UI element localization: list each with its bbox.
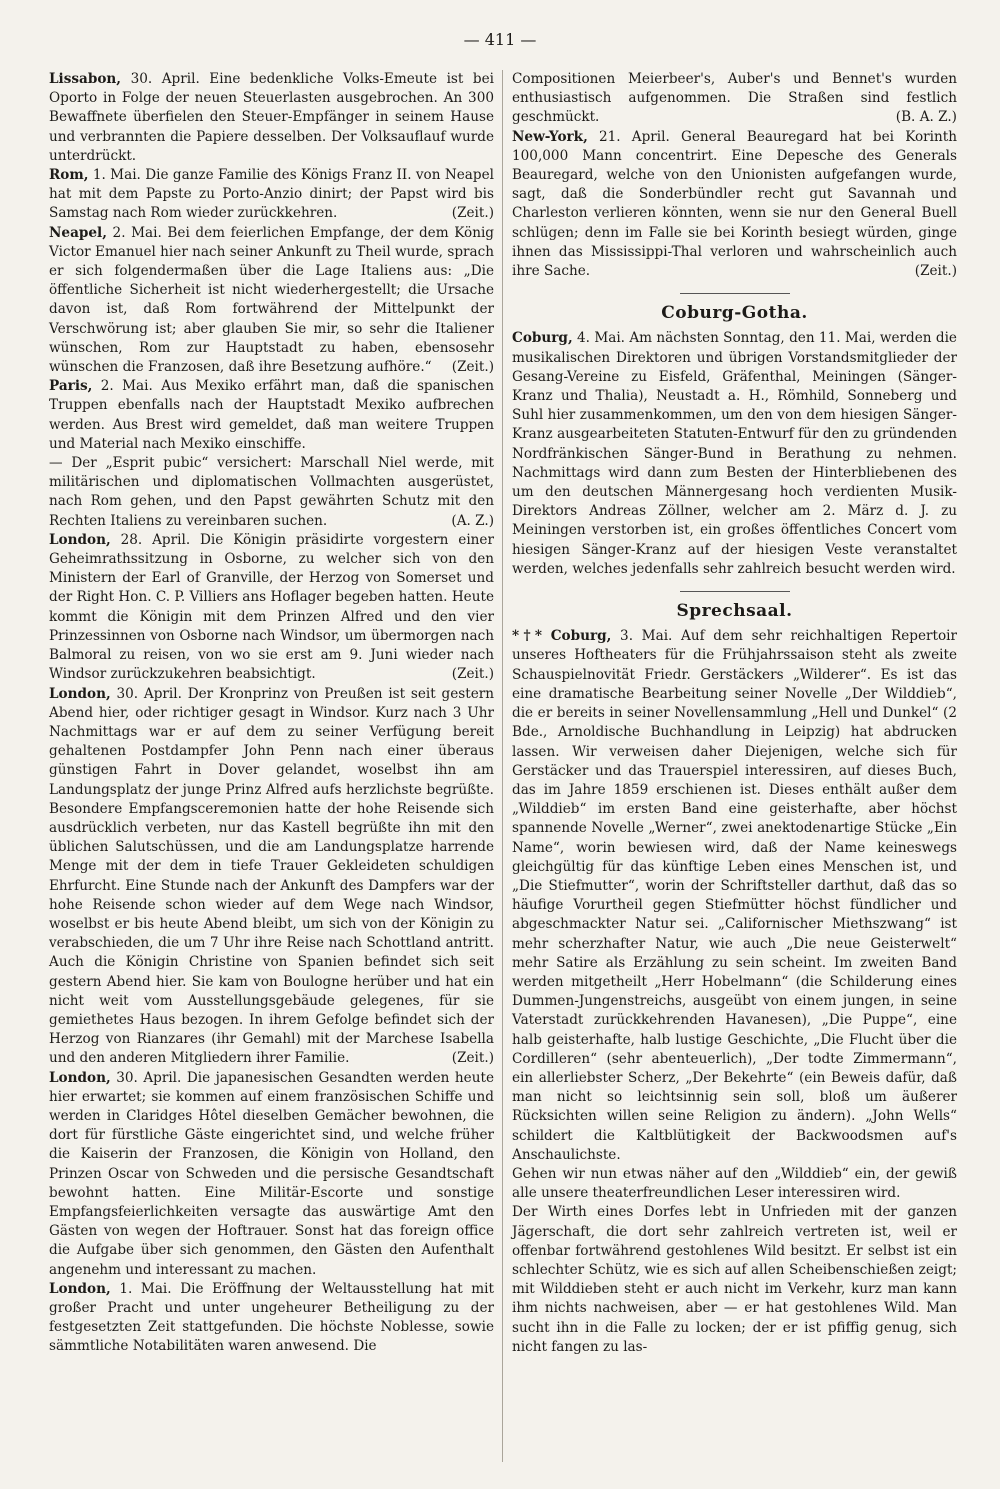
source-note: (Zeit.) — [451, 359, 494, 376]
dateline: Coburg, — [512, 330, 573, 347]
article-text: 2. Mai. Aus Mexiko erfährt man, daß die spanischen Truppen ebenfalls nach der Hauptstadt Mexiko aufbrechen werden. Aus Brest wird gemeldet, daß man weitere Truppen und Material nach Mexiko einschiffe. — [49, 378, 494, 452]
right-column — [512, 70, 957, 1357]
article-text: 30. April. Die japanesischen Gesandten werden heute hier erwartet; sie kommen auf einem französischen Schiffe und werden in Claridges Hôtel dieselben Gemächer bewohnen, die dort für fürstliche Gäste eingerichtet sind, und welche früher die Kaiserin der Franzosen, die Königin von Holland, den Prinzen Oscar von Schweden und die persische Gesandtschaft bewohnt hatten. Eine Militär-Escorte und sonstige Empfangsfeierlichkeiten versagte das auswärtige Amt den Gästen von wegen der Hoftrauer. Sonst hat das foreign office die Aufgabe über sich genommen, den Gästen den Aufenthalt angenehm und interessant zu machen. — [49, 1069, 494, 1278]
article-lissabon — [49, 70, 494, 166]
section-heading-coburg-gotha: Coburg-Gotha. — [661, 303, 808, 324]
article-text: 2. Mai. Bei dem feierlichen Empfange, der dem König Victor Emanuel hier nach seiner Ankunft zu Theil wurde, sprach er sich folgendermaßen über die Lage Italiens aus: „Die öffentliche Sicherheit ist nicht wiederhergestellt; die Ursache davon ist, daß Rom fortwährend der Mittelpunkt der Verschwörung ist; aber glauben Sie mir, so sehr die Italiener wünschen, Rom zur Hauptstadt zu haben, ebensosehr wünschen die Franzosen, daß ihre Besetzung aufhöre.“ — [49, 224, 494, 376]
dateline: Paris, — [49, 378, 93, 395]
article-text: 1. Mai. Die Eröffnung der Weltausstellung hat mit großer Pracht und unter ungeheurer Betheiligung zu der festgesetzten Zeit stattgefunden. Die höchste Noblesse, sowie sämmtliche Notabilitäten waren anwesend. Die — [49, 1280, 494, 1355]
article-london-3 — [49, 1069, 494, 1280]
article-esprit — [49, 454, 494, 531]
dateline: Coburg, — [550, 628, 612, 645]
article-text: 28. April. Die Königin präsidirte vorgestern einer Geheimrathssitzung in Osborne, zu welcher sich von den Ministern der Earl of Granville, der Herzog von Somerset und der Right Hon. C. P. Villiers ans Hoflager begeben hatten. Heute kommt die Königin mit dem Prinzen Alfred und den vier Prinzessinnen von Osborne nach Windsor, um übermorgen nach Balmoral zu reisen, von wo sie erst am 9. Juni wieder nach Windsor zurückzukehren beabsichtigt. — [49, 531, 494, 683]
page-number: — 411 — — [463, 30, 537, 49]
source-note: (Zeit.) — [451, 666, 494, 683]
dateline: London, — [49, 1069, 111, 1086]
article-neapel — [49, 224, 494, 378]
article-text: 21. April. General Beauregard hat bei Korinth 100,000 Mann concentrirt. Eine Depesche des Generals Beauregard, welche von den Unionisten aufgefangen wurde, sagt, daß die Sonderbündler recht gut Savannah und Charleston verlieren könnten, wenn sie nur den General Buell schlügen; denn im Falle sie bei Korinth besiegt würden, ginge ihnen das Mississippi-Thal verloren und wahrscheinlich auch ihre Sache. — [512, 128, 957, 280]
section-rule — [680, 591, 790, 592]
article-coburg-2 — [512, 627, 957, 1165]
dateline: Lissabon, — [49, 71, 122, 87]
article-london-2 — [49, 685, 494, 1069]
article-paris — [49, 377, 494, 454]
article-text: — Der „Esprit pubic“ versichert: Marschall Niel werde, mit militärischen und diplomatischen Vollmachten ausgerüstet, nach Rom gehen, und den Papst gewährten Schutz mit den Rechten Italiens zu vereinbaren suchen. — [49, 455, 494, 529]
source-note: (A. Z.) — [451, 512, 494, 529]
source-note: (Zeit.) — [451, 1050, 494, 1067]
dateline: London, — [49, 1280, 111, 1297]
source-note: (B. A. Z.) — [895, 109, 957, 126]
article-text: 4. Mai. Am nächsten Sonntag, den 11. Mai, werden die musikalischen Direktoren und übrigen Vorstandsmitglieder der Gesang-Vereine zu Eisfeld, Gräfenthal, Meiningen (Sänger-Kranz und Thalia), Neustadt a. H., Römhild, Sonneberg und Suhl hier zusammenkommen, um den von dem hiesigen Sänger-Kranz ausgearbeiteten Statuten-Entwurf für den zu gründenden Nordfränkischen Sänger-Bund in Berathung zu nehmen. Nachmittags wird dann zum Besten der Hinterbliebenen des um den deutschen Männergesang hoch verdienten Musik-Direktors Andreas Zöllner, welcher am 2. März d. J. zu Meiningen verstorben ist, ein großes öffentliches Concert vom hiesigen Sänger-Kranz auf der hiesigen Veste veranstaltet werden, welches jedenfalls sehr zahlreich besucht werden wird. — [512, 330, 957, 577]
article-new-york — [512, 128, 957, 282]
source-note: (Zeit.) — [914, 263, 957, 280]
article-rom — [49, 166, 494, 224]
left-column — [49, 70, 494, 1357]
dateline: Neapel, — [49, 224, 107, 241]
dateline: London, — [49, 531, 111, 548]
article-text: Compositionen Meierbeer's, Auber's und Bennet's wurden enthusiastisch aufgenommen. Die Straßen sind festlich geschmückt. — [512, 71, 957, 126]
paragraph: Gehen wir nun etwas näher auf den „Wilddieb“ ein, der gewiß alle unsere theaterfreundlichen Leser interessiren wird. — [512, 1165, 957, 1202]
correspondent-mark: *†* — [512, 628, 543, 645]
dateline: Rom, — [49, 167, 89, 184]
section-heading-sprechsaal: Sprechsaal. — [676, 601, 793, 622]
article-coburg-1 — [512, 329, 957, 579]
article-london-4 — [49, 1280, 494, 1357]
article-text: 30. April. Der Kronprinz von Preußen ist seit gestern Abend hier, oder richtiger gesagt in Windsor. Kurz nach 3 Uhr Nachmittags war er auf dem zu seiner Verfügung bereit gehaltenen Postdampfer John Penn nach einer überaus günstigen Fahrt in Dover gelandet, woselbst ihn am Landungsplatz der junge Prinz Alfred aufs herzlichste begrüßte. Besondere Empfangsceremonien hatte der hohe Reisende sich ausdrücklich verbeten, nur das Kastell begrüßte ihn mit den üblichen Salutschüssen, und die am Landungsplatze harrende Menge mit der dem in tiefe Trauer Gekleideten schuldigen Ehrfurcht. Eine Stunde nach der Ankunft des Dampfers war der hohe Reisende schon wieder auf dem Wege nach Windsor, woselbst er bis heute Abend bleibt, um sich von der Königin zu verabschieden, die um 7 Uhr ihre Reise nach Schottland antritt. Auch die Königin Christine von Spanien befindet sich seit gestern Abend hier. Sie kam von Boulogne herüber und hat ein nicht weit vom Ausstellungsgebäude gelegenes, für sie gemiethetes Haus bezogen. In ihrem Gefolge befindet sich der Herzog von Rianzares (ihr Gemahl) mit der Marchese Isabella und den anderen Mitgliedern ihrer Familie. — [49, 685, 494, 1067]
source-note: (Zeit.) — [451, 205, 494, 222]
article-london-1 — [49, 531, 494, 685]
article-text: 30. April. Eine bedenkliche Volks-Emeute ist bei Oporto in Folge der neuen Steuerlasten ausgebrochen. An 300 Bewaffnete überfielen den Steuer-Empfänger in seinem Hause und verbrannten die Papiere desselben. Der Volksauflauf wurde unterdrückt. — [49, 71, 495, 164]
article-text: 1. Mai. Die ganze Familie des Königs Franz II. von Neapel hat mit dem Papste zu Porto-Anzio dinirt; der Papst wird bis Samstag nach Rom wieder zurückkehren. — [49, 167, 494, 222]
paragraph: Der Wirth eines Dorfes lebt in Unfrieden mit der ganzen Jägerschaft, die dort sehr zahlreich vertreten ist, weil er offenbar fortwährend gestohlenes Wild besitzt. Er selbst ist ein schlechter Schütz, wie es sich auf allen Scheibenschießen zeigt; mit Wilddieben steht er auch nicht im Verkehr, kurz man kann ihm nichts nachweisen, aber — er hat gestohlenes Wild. Man sucht ihn in die Falle zu locken; der er ist pfiffig genug, sich nicht fangen zu las- — [512, 1204, 957, 1355]
column-divider — [502, 70, 503, 1462]
section-rule — [680, 293, 790, 294]
article-continuation — [512, 70, 957, 128]
dateline: London, — [49, 685, 111, 702]
article-text: 3. Mai. Auf dem sehr reichhaltigen Repertoir unseres Hoftheaters für die Frühjahrssaison steht als zweite Schauspielnovität Friedr. Gerstäckers „Wilderer“. Es ist das eine dramatische Bearbeitung seiner Novelle „Der Wilddieb“, die er bereits in seiner Novellensammlung „Hell und Dunkel“ (2 Bde., Arnoldische Buchhandlung in Leipzig) hat abdrucken lassen. Wir verweisen daher Diejenigen, welche sich für Gerstäcker und das Trauerspiel interessiren, auf dieses Buch, das im Jahre 1859 erschienen ist. Dieses enthält außer dem „Wilddieb“ im ersten Band eine geisterhafte, aber höchst spannende Novelle „Werner“, zwei anektodenartige Stücke „Ein Name“, worin bewiesen wird, daß der Name keineswegs gleichgültig für das künftige Leben eines Menschen ist, und „Die Stiefmutter“, worin der Schriftsteller darthut, daß das so häufige Vorurtheil gegen Stiefmütter höchst fündlicher und abgeschmackter Natur sei. „Californischer Miethszwang“ ist mehr scherzhafter Natur, wie auch „Die neue Geisterwelt“ mehr Satire als Erzählung zu sein scheint. Im zweiten Band werden mitgetheilt „Herr Hobelmann“ (die Schilderung eines Dummen-Jungenstreichs, ausgeübt von einem jungen, in seine Vaterstadt zurückkehrenden Havanesen), „Die Puppe“, eine halb geisterhafte, halb lustige Geschichte, „Die Flucht über die Cordilleren“ (sehr abenteuerlich), „Der todte Zimmermann“, ein allerliebster Scherz, „Der Bekehrte“ (ein Beweis dafür, daß man nicht so leichtsinnig sein soll, bloß um äußerer Rücksichten willen seine Religion zu ändern). „John Wells“ schildert die Kaltblütigkeit der Backwoodsmen auf's Anschaulichste. — [512, 628, 957, 1163]
dateline: New-York, — [512, 128, 588, 145]
